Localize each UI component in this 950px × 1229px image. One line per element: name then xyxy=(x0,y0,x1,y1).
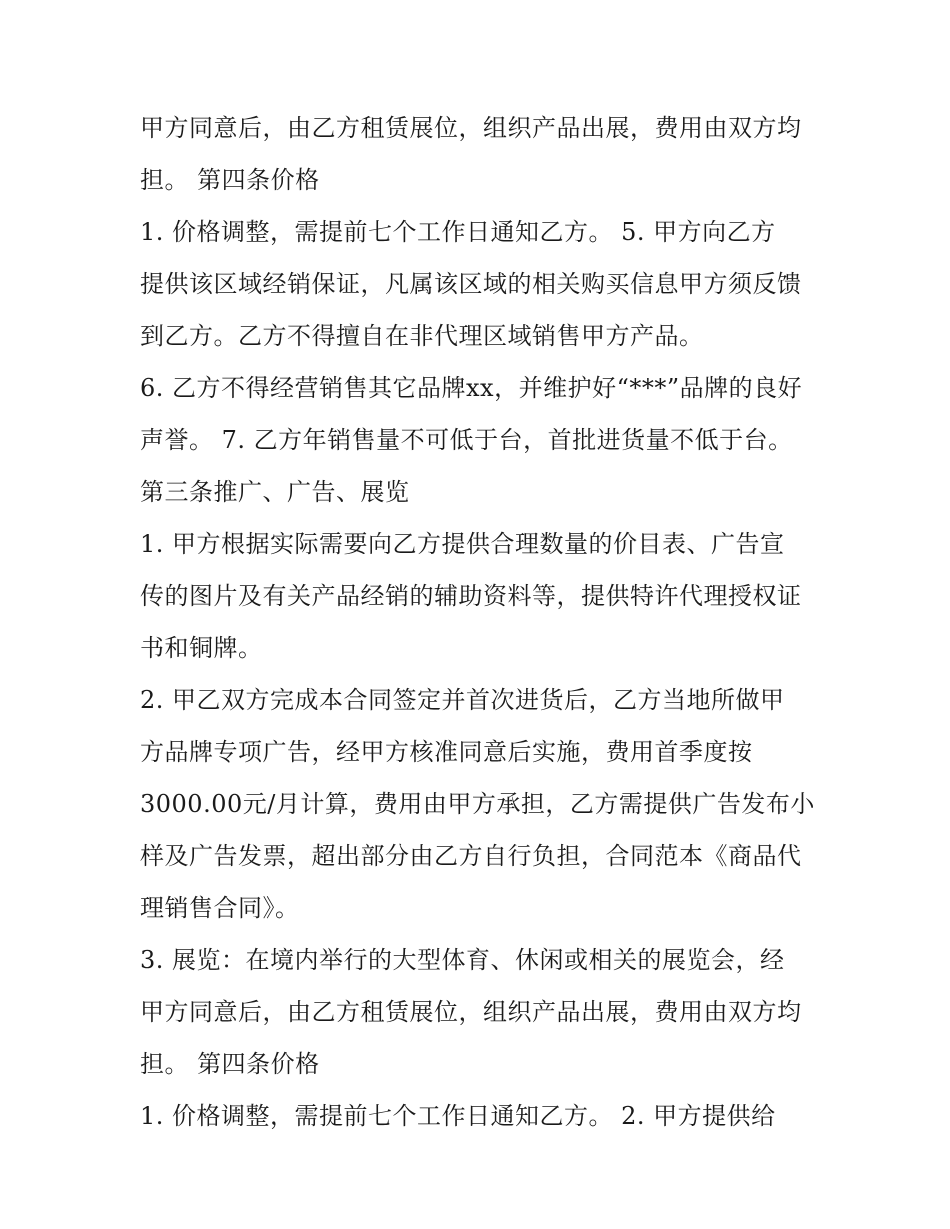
text-line: 担。 第四条价格 xyxy=(140,1050,320,1078)
text-line: 1. 价格调整，需提前七个工作日通知乙方。 2. 甲方提供给 xyxy=(140,1102,776,1130)
section-heading: 第三条推广、广告、展览 xyxy=(140,478,410,506)
text-line: 方品牌专项广告，经甲方核准同意后实施，费用首季度按 xyxy=(140,738,753,766)
text-line: 1. 甲方根据实际需要向乙方提供合理数量的价目表、广告宣 xyxy=(140,530,785,558)
text-line: 书和铜牌。 xyxy=(140,634,263,662)
text-line: 声誉。 7. 乙方年销售量不可低于台，首批进货量不低于台。 xyxy=(140,426,793,454)
document-body xyxy=(140,102,820,1142)
text-line: 3. 展览：在境内举行的大型体育、休闲或相关的展览会，经 xyxy=(140,946,785,974)
text-line: 到乙方。乙方不得擅自在非代理区域销售甲方产品。 xyxy=(140,322,704,350)
text-line: 1. 价格调整，需提前七个工作日通知乙方。 5. 甲方向乙方 xyxy=(140,218,776,246)
text-line: 担。 第四条价格 xyxy=(140,166,320,194)
text-line: 甲方同意后，由乙方租赁展位，组织产品出展，费用由双方均 xyxy=(140,114,802,142)
text-line: 样及广告发票，超出部分由乙方自行负担，合同范本《商品代 xyxy=(140,842,802,870)
text-line: 理销售合同》。 xyxy=(140,894,300,922)
text-line: 3000.00元/月计算，费用由甲方承担，乙方需提供广告发布小 xyxy=(140,790,815,818)
text-line: 2. 甲乙双方完成本合同签定并首次进货后，乙方当地所做甲 xyxy=(140,686,785,714)
text-line: 传的图片及有关产品经销的辅助资料等，提供特许代理授权证 xyxy=(140,582,802,610)
text-line: 6. 乙方不得经营销售其它品牌xx，并维护好“***”品牌的良好 xyxy=(140,374,803,402)
text-line: 甲方同意后，由乙方租赁展位，组织产品出展，费用由双方均 xyxy=(140,998,802,1026)
text-line: 提供该区域经销保证，凡属该区域的相关购买信息甲方须反馈 xyxy=(140,270,802,298)
